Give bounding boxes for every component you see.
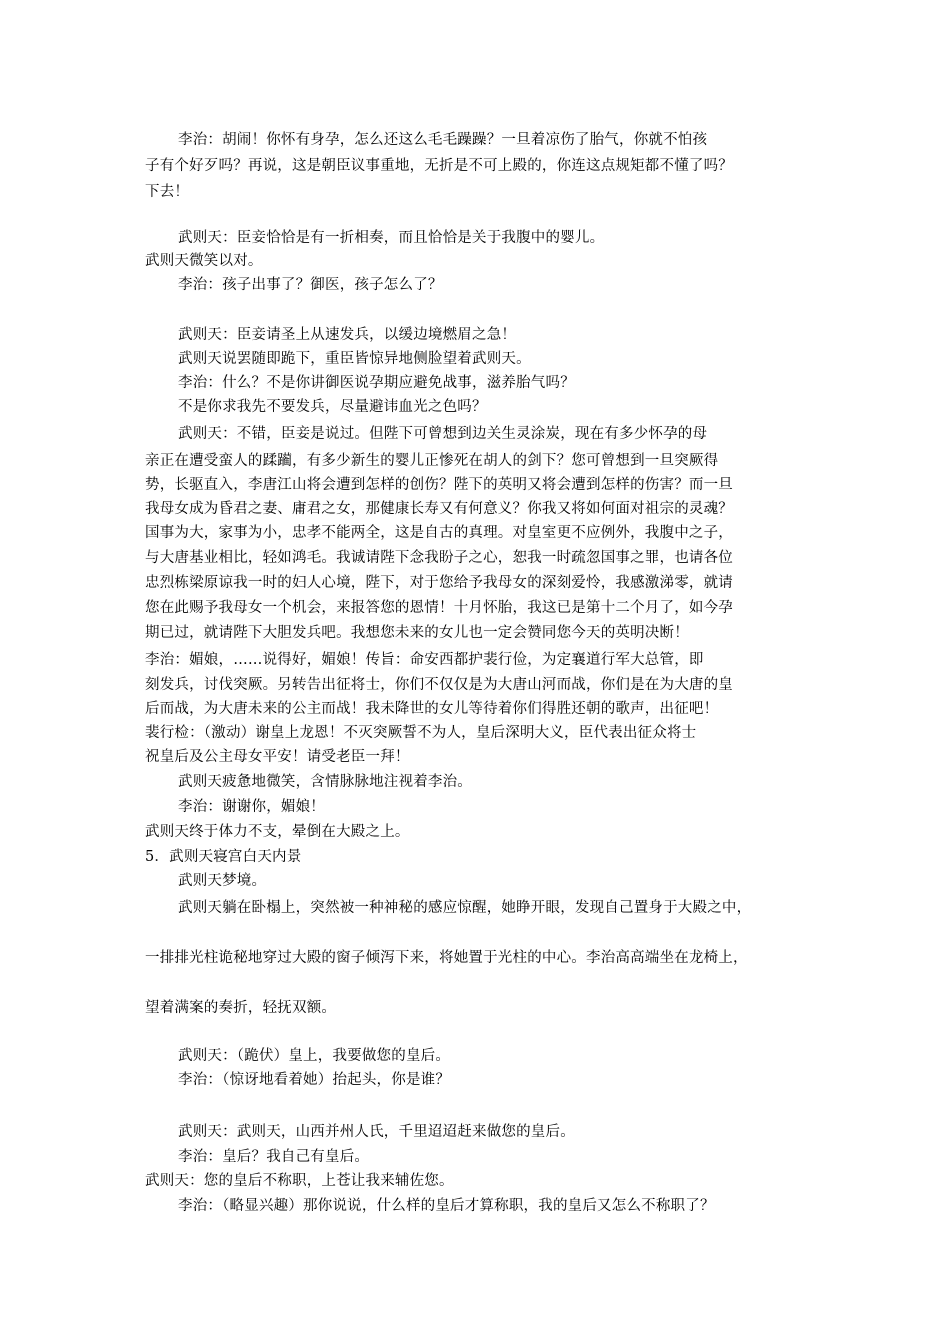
text-line: 武则天：（跪伏）皇上，我要做您的皇后。 [178, 1048, 451, 1064]
text-line: 武则天躺在卧榻上，突然被一种神秘的感应惊醒，她睁开眼，发现自己置身于大殿之中， [178, 900, 752, 916]
text-line: 与大唐基业相比，轻如鸿毛。我诚请陛下念我盼子之心，恕我一时疏忽国事之罪，也请各位 [145, 550, 733, 566]
text-line: 李治：胡闹！你怀有身孕，怎么还这么毛毛躁躁？一旦着凉伤了胎气，你就不怕孩 [178, 132, 708, 148]
text-line: 武则天：您的皇后不称职，上苍让我来辅佐您。 [145, 1173, 454, 1189]
text-line: 武则天终于体力不支，晕倒在大殿之上。 [145, 824, 410, 840]
text-line: 李治：谢谢你，媚娘！ [178, 799, 325, 815]
text-line: 我母女成为昏君之妻、庸君之女，那健康长寿又有何意义？你我又将如何面对祖宗的灵魂？ [145, 501, 733, 517]
section-heading: 5．武则天寝宫白天内景 [145, 849, 302, 865]
text-line: 国事为大，家事为小，忠孝不能两全，这是自古的真理。对皇室更不应例外，我腹中之子， [145, 525, 733, 541]
text-line: 武则天疲惫地微笑，含情脉脉地注视着李治。 [178, 774, 472, 790]
text-line: 忠烈栋梁原谅我一时的妇人心境，陛下，对于您给予我母女的深刻爱怜，我感激涕零，就请 [145, 575, 733, 591]
text-line: 武则天梦境。 [178, 873, 267, 889]
text-line: 李治：孩子出事了？御医，孩子怎么了？ [178, 277, 443, 293]
text-line: 李治：（略显兴趣）那你说说，什么样的皇后才算称职，我的皇后又怎么不称职了？ [178, 1198, 715, 1214]
text-line: 武则天说罢随即跪下，重臣皆惊异地侧脸望着武则天。 [178, 351, 531, 367]
text-line: 武则天：臣妾请圣上从速发兵，以缓边境燃眉之急！ [178, 327, 517, 343]
text-line: 期已过，就请陛下大胆发兵吧。我想您未来的女儿也一定会赞同您今天的英明决断！ [145, 625, 689, 641]
text-line: 武则天：臣妾恰恰是有一折相奏，而且恰恰是关于我腹中的婴儿。 [178, 230, 605, 246]
text-line: 刻发兵，讨伐突厥。另转告出征将士，你们不仅仅是为大唐山河而战，你们是在为大唐的皇 [145, 677, 733, 693]
text-line: 武则天微笑以对。 [145, 253, 263, 269]
text-line: 李治：什么？不是你讲御医说孕期应避免战事，滋养胎气吗？ [178, 375, 575, 391]
text-line: 您在此赐予我母女一个机会，来报答您的恩情！十月怀胎，我这已是第十二个月了，如今孕 [145, 600, 733, 616]
text-line: 李治：媚娘，……说得好，媚娘！传旨：命安西都护裴行俭，为定襄道行军大总管，即 [145, 652, 704, 668]
text-line: 李治：（惊讶地看着她）抬起头，你是谁？ [178, 1072, 451, 1088]
text-line: 祝皇后及公主母女平安！请受老臣一拜！ [145, 749, 410, 765]
text-line: 不是你求我先不要发兵，尽量避讳血光之色吗？ [178, 399, 487, 415]
text-line: 武则天：不错，臣妾是说过。但陛下可曾想到边关生灵涂炭，现在有多少怀孕的母 [178, 426, 708, 442]
text-line: 望着满案的奏折，轻抚双额。 [145, 1000, 337, 1016]
text-line: 后而战，为大唐未来的公主而战！我未降世的女儿等待着你们得胜还朝的歌声，出征吧！ [145, 701, 719, 717]
text-line: 下去！ [145, 184, 190, 200]
text-line: 亲正在遭受蛮人的蹂躏，有多少新生的婴儿正惨死在胡人的剑下？您可曾想到一旦突厥得 [145, 453, 719, 469]
text-line: 裴行检：（激动）谢皇上龙恩！不灭突厥誓不为人，皇后深明大义，臣代表出征众将士 [145, 725, 697, 741]
text-line: 势，长驱直入，李唐江山将会遭到怎样的创伤？陛下的英明又将会遭到怎样的伤害？而一旦 [145, 477, 733, 493]
text-line: 一排排光柱诡秘地穿过大殿的窗子倾泻下来，将她置于光柱的中心。李治高高端坐在龙椅上， [145, 950, 748, 966]
text-line: 子有个好歹吗？再说，这是朝臣议事重地，无折是不可上殿的，你连这点规矩都不懂了吗？ [145, 158, 733, 174]
text-line: 武则天：武则天，山西并州人氏，千里迢迢赶来做您的皇后。 [178, 1124, 575, 1140]
text-line: 李治：皇后？我自己有皇后。 [178, 1149, 370, 1165]
